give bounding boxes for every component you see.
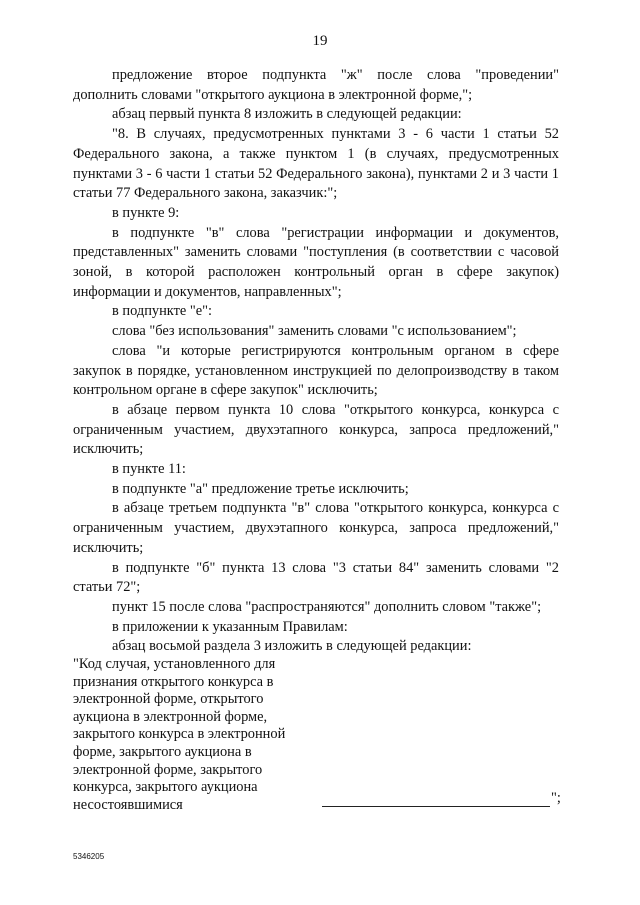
fill-line-end: "; (551, 790, 561, 806)
paragraph: предложение второе подпункта "ж" после слова "проведении" дополнить словами "открытого аукциона в электронной форме,"; (73, 67, 559, 103)
paragraph: абзац восьмой раздела 3 изложить в следующей редакции: (112, 638, 472, 655)
quote-block (73, 656, 305, 814)
paragraph: в пункте 11: (112, 461, 186, 478)
paragraph: "8. В случаях, предусмотренных пунктами 3 - 6 части 1 статьи 52 Федерального закона, а также пунктом 1 (в случаях, предусмотренных пунктами 3 - 6 части 1 статьи 52 Федерального закона), пунктами 2 и 3 части 1 статьи 77 Федерального закона, заказчик:"; (73, 126, 559, 202)
paragraph: в подпункте "е": (112, 303, 213, 320)
fill-line (322, 806, 550, 807)
paragraph: в приложении к указанным Правилам: (112, 618, 348, 635)
body-text (73, 66, 559, 657)
paragraph: абзац первый пункта 8 изложить в следующей редакции: (112, 106, 462, 123)
paragraph: слова "без использования" заменить словами "с использованием"; (112, 323, 517, 340)
paragraph: пункт 15 после слова "распространяются" дополнить словом "также"; (112, 598, 542, 615)
paragraph: в подпункте "в" слова "регистрации информации и документов, представленных" заменить словами "поступления (в соответствии с часовой зоной, в которой расположен контрольный орган в сфере закупок) информации и документов, направленных"; (73, 224, 559, 300)
paragraph: в абзаце третьем подпункта "в" слова "открытого конкурса, конкурса с ограниченным участием, двухэтапного конкурса, запроса предложений," исключить; (73, 500, 559, 556)
paragraph: в подпункте "а" предложение третье исключить; (112, 480, 409, 497)
page-number: 19 (312, 33, 328, 49)
paragraph: в подпункте "б" пункта 13 слова "3 статьи 84" заменить словами "2 статьи 72"; (73, 559, 559, 596)
paragraph: в пункте 9: (112, 204, 180, 221)
document-code: 5346205 (73, 852, 105, 861)
paragraph: в абзаце первом пункта 10 слова "открытого конкурса, конкурса с ограниченным участием, двухэтапного конкурса, запроса предложений," исключить; (73, 401, 559, 458)
paragraph: слова "и которые регистрируются контрольным органом в сфере закупок в порядке, установленном инструкцией по делопроизводству в таком контрольном органе в сфере закупок" исключить; (73, 342, 559, 399)
quote-text: "Код случая, установленного для признания открытого конкурса в электронной форме, открытого аукциона в электронной форме, закрытого конкурса в электронной форме, закрытого аукциона в электронной форме, закрытого конкурса, закрытого аукциона несостоявшимися (73, 656, 286, 813)
